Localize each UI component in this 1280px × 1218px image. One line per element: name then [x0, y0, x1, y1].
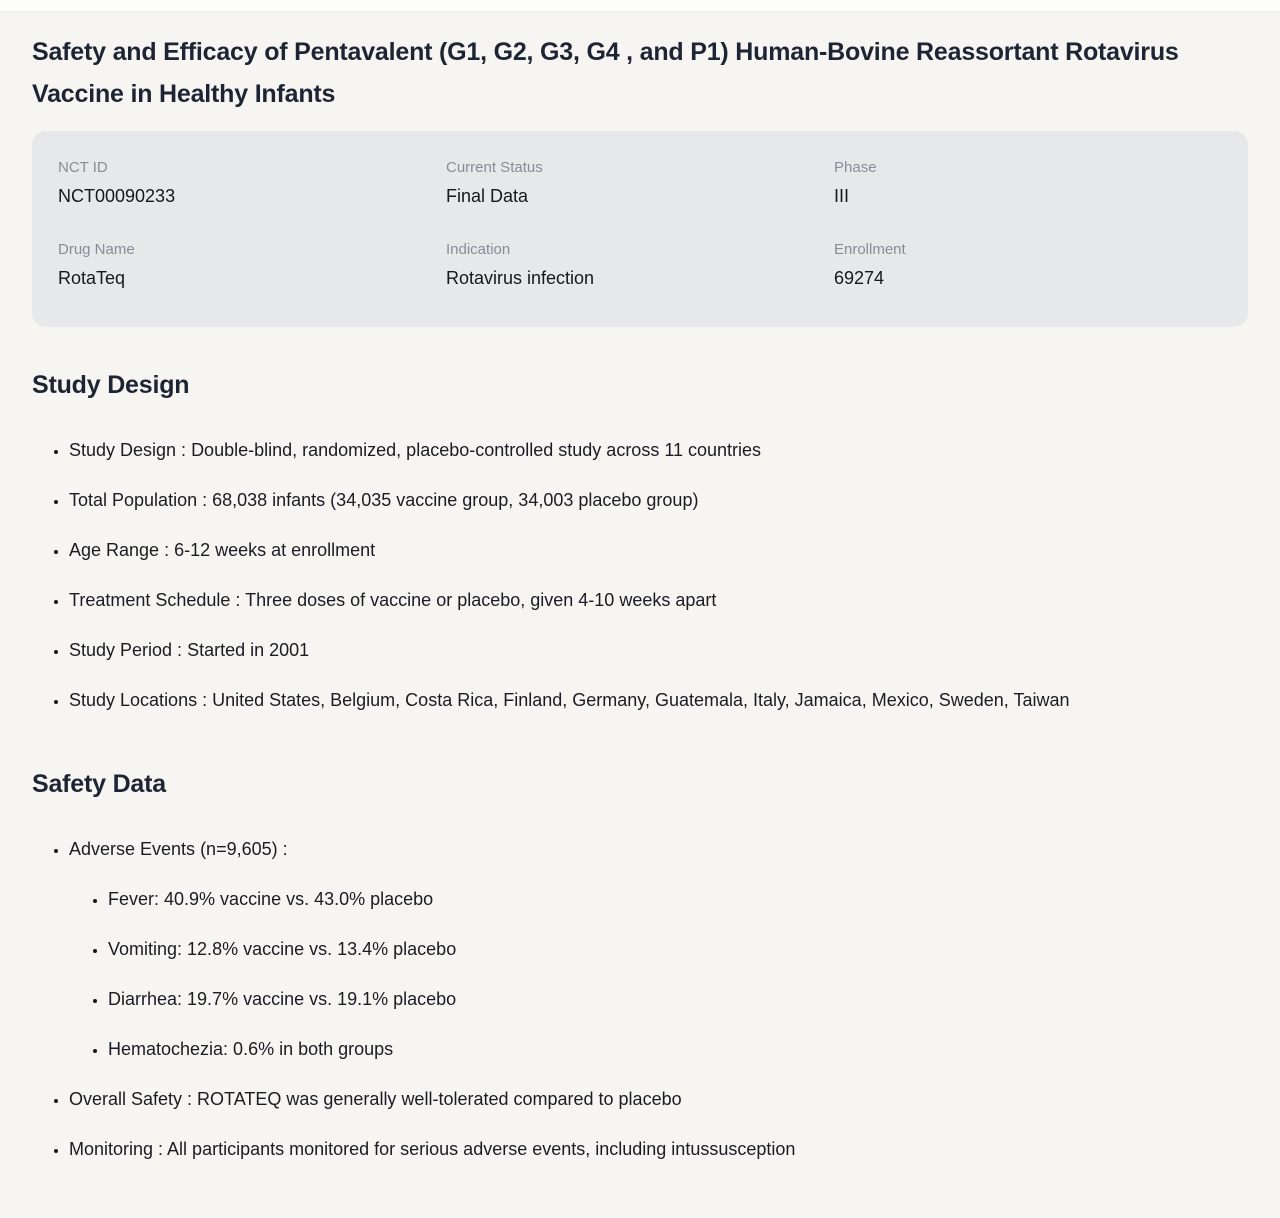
field-label: Enrollment	[834, 241, 906, 258]
top-edge-strip	[0, 0, 1280, 12]
field-value: Final Data	[446, 186, 529, 206]
adverse-events-sublist	[69, 885, 1248, 1063]
field-value: RotaTeq	[58, 268, 126, 288]
field-label: Drug Name	[58, 241, 135, 258]
field-value: III	[834, 186, 850, 206]
adverse-events-label: Adverse Events (n=9,605) :	[69, 839, 288, 859]
list-item: • Age Range : 6-12 weeks at enrollment	[69, 536, 1248, 564]
field-enrollment	[834, 241, 1222, 289]
field-label: Indication	[446, 241, 511, 258]
list-item: • Study Period : Started in 2001	[69, 636, 1248, 664]
safety-data-list	[32, 835, 1248, 1163]
list-item-adverse-events	[69, 835, 1248, 1063]
field-nct-id	[58, 159, 446, 207]
field-indication	[446, 241, 834, 289]
field-label: NCT ID	[58, 159, 108, 176]
field-drug-name	[58, 241, 446, 289]
page-title: Safety and Efficacy of Pentavalent (G1, G2, G3, G4 , and P1) Human-Bovine Reassortant Rotavirus Vaccine in Healthy Infants	[32, 38, 1179, 108]
field-value: Rotavirus infection	[446, 268, 595, 288]
list-item: • Total Population : 68,038 infants (34,035 vaccine group, 34,003 placebo group)	[69, 486, 1248, 514]
list-item: • Study Design : Double-blind, randomized, placebo-controlled study across 11 countries	[69, 436, 1248, 464]
list-item: • Treatment Schedule : Three doses of vaccine or placebo, given 4-10 weeks apart	[69, 586, 1248, 614]
field-phase	[834, 159, 1222, 207]
field-value: 69274	[834, 268, 885, 288]
trial-info-card	[32, 131, 1248, 327]
study-design-heading: Study Design	[32, 371, 190, 399]
field-label: Current Status	[446, 159, 543, 176]
list-item: • Study Locations : United States, Belgium, Costa Rica, Finland, Germany, Guatemala, Italy, Jamaica, Mexico, Sweden, Taiwan	[69, 686, 1248, 714]
sub-list-item: • Diarrhea: 19.7% vaccine vs. 19.1% placebo	[108, 985, 1248, 1013]
sub-list-item: • Vomiting: 12.8% vaccine vs. 13.4% placebo	[108, 935, 1248, 963]
list-item: • Overall Safety : ROTATEQ was generally well-tolerated compared to placebo	[69, 1085, 1248, 1113]
sub-list-item: • Fever: 40.9% vaccine vs. 43.0% placebo	[108, 885, 1248, 913]
safety-data-heading: Safety Data	[32, 770, 166, 798]
field-label: Phase	[834, 159, 877, 176]
field-value: NCT00090233	[58, 186, 176, 206]
study-design-list	[32, 436, 1248, 714]
document-body	[0, 31, 1280, 1163]
list-item: • Monitoring : All participants monitored for serious adverse events, including intussusception	[69, 1135, 1248, 1163]
field-current-status	[446, 159, 834, 207]
sub-list-item: • Hematochezia: 0.6% in both groups	[108, 1035, 1248, 1063]
